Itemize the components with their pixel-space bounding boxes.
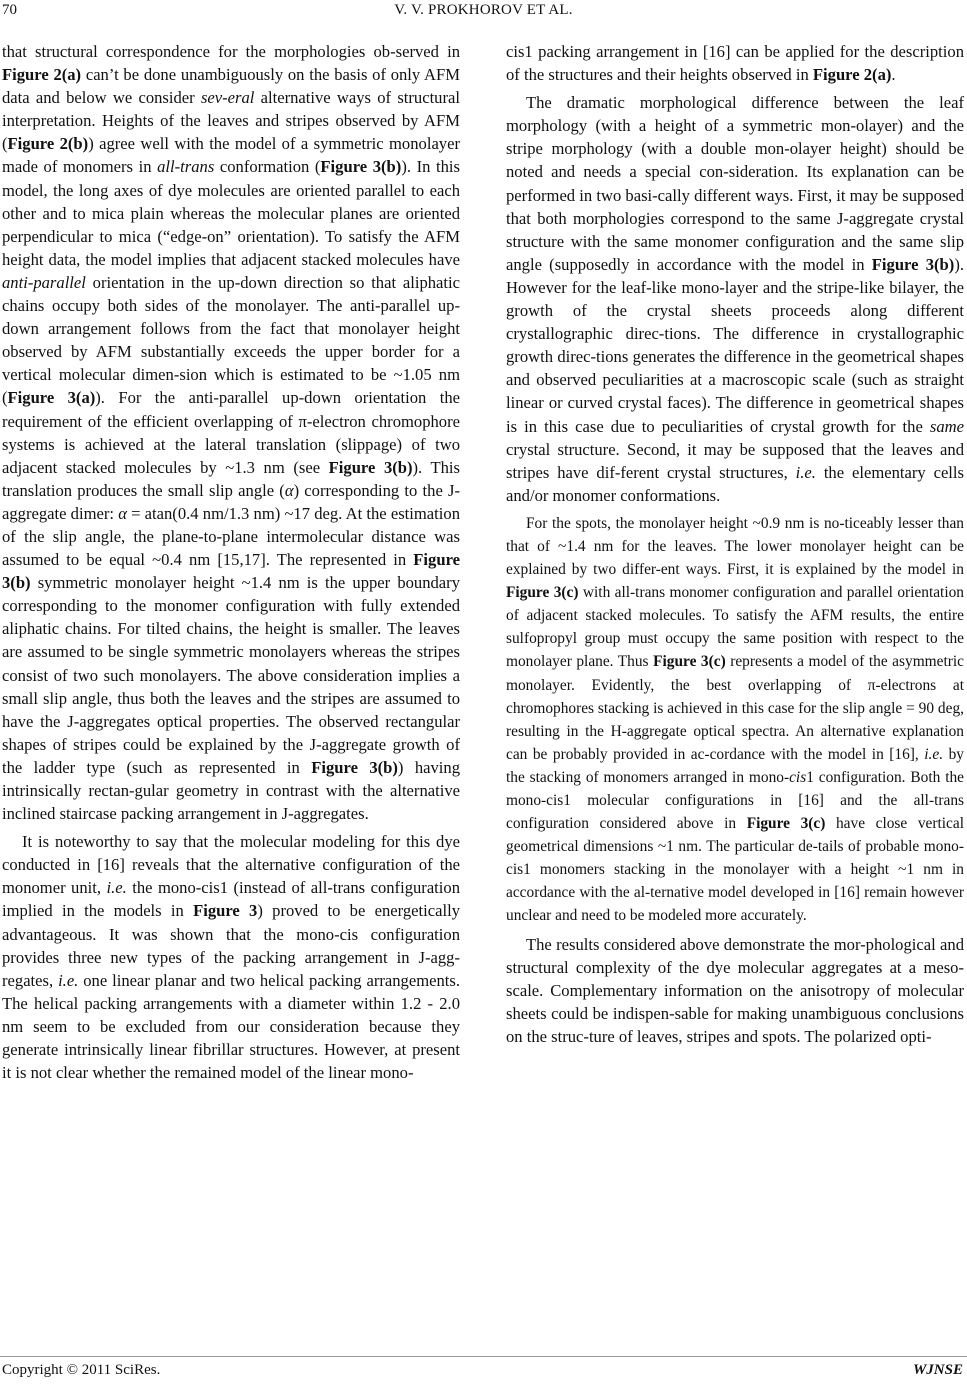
text-run: conformation ( bbox=[214, 157, 321, 177]
emphasis: anti-parallel bbox=[2, 272, 86, 292]
text-run: crystal structure. Second, it may be supposed that the leaves and stripes have dif-ferent crystal structures, bbox=[506, 439, 964, 482]
footer-divider bbox=[0, 1356, 967, 1357]
running-head: V. V. PROKHOROV ET AL. bbox=[394, 2, 573, 18]
paragraph bbox=[2, 40, 460, 825]
text-run: represents a model of the asymmetric monolayer. Evidently, the best overlapping of π-electrons at chromophores stacking is achieved in this case for the slip angle = 90 deg, resulting in the H-aggregate optical spectra. An alternative explanation can be probably provided in ac-cordance with the model in [16], bbox=[506, 653, 964, 763]
figure-reference: Figure 3(c) bbox=[746, 815, 826, 833]
text-run: ) corresponding to the J-aggregate dimer: bbox=[2, 480, 460, 523]
figure-reference: Figure 2(b) bbox=[7, 134, 89, 154]
text-run: . bbox=[891, 65, 896, 85]
copyright-notice: Copyright © 2011 SciRes. bbox=[2, 1362, 161, 1378]
emphasis: i.e. bbox=[795, 462, 816, 482]
paragraph bbox=[506, 91, 964, 507]
text-run: The dramatic morphological difference between the leaf morphology (with a height of a symmetric mon-olayer) and the stripe morphology (with a double mon-olayer height) should be noted and needs a special con-sideration. Its explanation can be performed in two basi-cally different ways. First, it may be supposed that both morphologies correspond to the same J-aggregate crystal structure with the same monomer configuration and the same slip angle (supposedly in accordance with the model in bbox=[506, 93, 964, 274]
text-run: that structural correspondence for the morphologies ob-served in bbox=[2, 42, 460, 61]
text-run: cis1 packing arrangement in [16] can be applied for the description of the structures and their heights observed in bbox=[506, 42, 964, 85]
figure-reference: Figure 3 bbox=[193, 901, 258, 921]
text-run: ). For the anti-parallel up-down orientation the requirement of the efficient overlapping of π-electron chromophore systems is achieved at the lateral translation (slippage) of two adjacent stacked molecules by ~1.3 nm (see bbox=[2, 388, 460, 477]
emphasis: same bbox=[929, 416, 964, 436]
text-run: ) having intrinsically rectan-gular geometry in contrast with the alternative inclined staircase packing arrangement in J-aggregates. bbox=[2, 757, 461, 824]
emphasis: i.e. bbox=[106, 878, 127, 898]
text-run: by the stacking of monomers arranged in mono- bbox=[506, 745, 964, 786]
emphasis: cis bbox=[789, 768, 807, 786]
paragraph bbox=[2, 830, 460, 1084]
figure-reference: Figure 3(b) bbox=[311, 757, 398, 777]
text-run: ). In this model, the long axes of dye molecules are oriented parallel to each other and to mica plain whereas the molecular planes are oriented perpendicular to mica (“edge-on” orientation). To satisfy the AFM height data, the model implies that adjacent stacked molecules have bbox=[2, 157, 460, 269]
figure-reference: Figure 3(b) bbox=[2, 550, 460, 593]
text-run: ). However for the leaf-like mono-layer and the stripe-like bilayer, the growth of the crystal sheets proceeds along different crystallographic direc-tions. The difference in crystallographic growth direc-tions generates the difference in the geometrical shapes and observed peculiarities at a macroscopic scale (such as straight linear or curved crystal faces). The difference in geometrical shapes is in this case due to peculiarities of crystal growth for the bbox=[506, 254, 964, 436]
text-run: ) agree well with the model of a symmetric monolayer made of monomers in bbox=[2, 134, 460, 177]
text-run: can’t be done unambiguously on the basis of only AFM data and below we consider bbox=[2, 65, 460, 108]
emphasis: α bbox=[118, 503, 127, 523]
figure-reference: Figure 2(a) bbox=[812, 65, 892, 85]
text-run: with all-trans monomer configuration and parallel orientation of adjacent stacked molecules. To satisfy the AFM results, the entire sulfopropyl group must occupy the same position with respect to the monolayer plane. Thus bbox=[506, 584, 964, 671]
page-number: 70 bbox=[2, 2, 17, 18]
text-run: alternative ways of structural interpretation. Heights of the leaves and stripes observed by AFM ( bbox=[2, 88, 460, 154]
emphasis: sev-eral bbox=[200, 88, 255, 108]
text-run: have close vertical geometrical dimensions ~1 nm. The particular de-tails of probable mono-cis1 monomers stacking in the monolayer with a height ~1 nm in accordance with the al-ternative model developed in [16] remain however unclear and need to be modeled more accurately. bbox=[506, 815, 964, 925]
left-column bbox=[2, 40, 460, 1084]
text-run: one linear planar and two helical packing arrangements. The helical packing arrangements with a diameter within 1.2 - 2.0 nm seem to be excluded from our consideration because they generate intrinsically linear fibrillar structures. However, at present it is not clear whether the remained model of the linear mono- bbox=[2, 970, 460, 1083]
text-run: symmetric monolayer height ~1.4 nm is the upper boundary corresponding to the monomer configuration with fully extended aliphatic chains. For tilted chains, the height is smaller. The leaves are assumed to be single symmetric monolayers whereas the stripes consist of two such monolayers. The above consideration implies a small slip angle, thus both the leaves and the stripes are assumed to have the J-aggregates optical properties. The observed rectangular shapes of stripes could be explained by the J-aggregate growth of the ladder type (such as represented in bbox=[2, 573, 460, 777]
page-header bbox=[0, 0, 967, 28]
emphasis: α bbox=[284, 480, 294, 500]
text-run: It is noteworthy to say that the molecular modeling for this dye conducted in [16] reveals that the alternative configuration of the monomer unit, bbox=[2, 832, 460, 898]
figure-reference: Figure 3(b) bbox=[320, 157, 402, 177]
text-run: 1 configuration. Both the mono-cis1 molecular configurations in [16] and the all-trans configuration considered above in bbox=[506, 768, 964, 833]
emphasis: i.e. bbox=[58, 970, 79, 990]
paragraph bbox=[506, 40, 964, 86]
text-run: the elementary cells and/or monomer conformations. bbox=[506, 462, 964, 505]
text-run: the mono-cis1 (instead of all-trans configuration implied in the models in bbox=[2, 878, 460, 921]
figure-reference: Figure 3(c) bbox=[506, 584, 579, 602]
text-run: orientation in the up-down direction so that aliphatic chains occupy both sides of the monolayer. The anti-parallel up-down arrangement follows from the fact that monolayer height observed by AFM substantially exceeds the upper border for a vertical molecular dimen-sion which is estimated to be ~1.05 nm ( bbox=[2, 272, 460, 408]
emphasis: all-trans bbox=[157, 157, 215, 177]
text-run: The results considered above demonstrate the mor-phological and structural complexity of the dye molecular aggregates at a meso-scale. Complementary information on the anisotropy of molecular sheets could be indispen-sable for making unambiguous conclusions on the struc-ture of leaves, stripes and spots. The polarized opti- bbox=[506, 934, 964, 1046]
figure-reference: Figure 3(b) bbox=[871, 254, 955, 274]
figure-reference: Figure 2(a) bbox=[2, 65, 82, 85]
emphasis: i.e. bbox=[924, 745, 944, 763]
paragraph bbox=[506, 933, 964, 1048]
text-run: = atan(0.4 nm/1.3 nm) ~17 deg. At the estimation of the slip angle, the plane-to-plane intermolecular distance was assumed to be equal ~0.4 nm [15,17]. The represented in bbox=[2, 503, 460, 570]
figure-reference: Figure 3(a) bbox=[7, 388, 96, 408]
right-column bbox=[506, 40, 964, 1048]
text-run: ). This translation produces the small slip angle ( bbox=[2, 457, 460, 500]
journal-name: WJNSE bbox=[912, 1362, 963, 1378]
paragraph bbox=[506, 512, 964, 928]
text-run: ) proved to be energetically advantageous. It was shown that the mono-cis configuration provides three new types of the packing arrangement in J-agg-regates, bbox=[2, 901, 460, 990]
text-run: For the spots, the monolayer height ~0.9 nm is no-ticeably lesser than that of ~1.4 nm for the leaves. The lower monolayer height can be explained by two differ-ent ways. First, it is explained by the model in bbox=[506, 514, 964, 579]
figure-reference: Figure 3(b) bbox=[328, 457, 413, 477]
figure-reference: Figure 3(c) bbox=[653, 653, 726, 671]
